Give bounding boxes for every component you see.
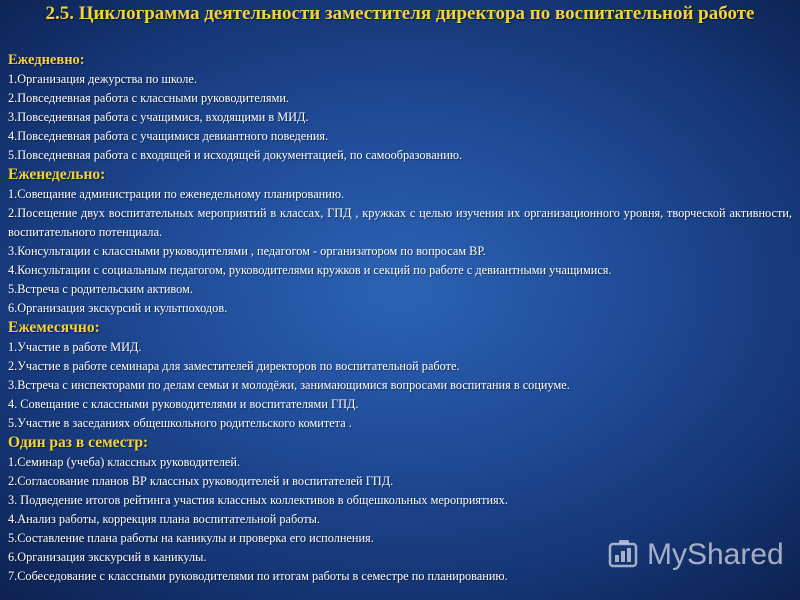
list-item: 3. Подведение итогов рейтинга участия классных коллективов в общешкольных мероприятиях.	[8, 493, 508, 507]
list-item: 2.Повседневная работа с классными руководителями.	[8, 91, 290, 105]
section-heading: Ежедневно:	[8, 52, 85, 68]
list-item: 1.Участие в работе МИД.	[8, 340, 142, 354]
watermark-text: MyShared	[647, 538, 784, 571]
list-item: 4.Анализ работы, коррекция плана воспитательной работы.	[8, 512, 320, 526]
list-item: 5.Встреча с родительским активом.	[8, 282, 193, 296]
list-item: 3.Консультации с классными руководителями , педагогом - организатором по вопросам ВР.	[8, 244, 486, 258]
list-item: 6.Организация экскурсий в каникулы.	[8, 550, 207, 564]
section-monthly	[8, 318, 792, 433]
list-item: 1.Совещание администрации по еженедельному планированию.	[8, 187, 345, 201]
list-item: 3.Повседневная работа с учащимися, входящими в МИД.	[8, 110, 309, 124]
section-weekly	[8, 165, 792, 318]
list-item: 5.Составление плана работы на каникулы и проверка его исполнения.	[8, 531, 374, 545]
list-item: 1.Семинар (учеба) классных руководителей.	[8, 455, 241, 469]
list-item: 2.Согласование планов ВР классных руководителей и воспитателей ГПД.	[8, 474, 394, 488]
list-item: 4.Повседневная работа с учащимися девиантного поведения.	[8, 129, 329, 143]
list-item: 5.Участие в заседаниях общешкольного родительского комитета .	[8, 416, 352, 430]
list-item: 6.Организация экскурсий и культпоходов.	[8, 301, 228, 315]
slide-content	[8, 51, 792, 586]
list-item: 5.Повседневная работа с входящей и исходящей документацией, по самообразованию.	[8, 148, 463, 162]
section-heading: Ежемесячно:	[8, 319, 100, 336]
section-heading: Еженедельно:	[8, 166, 106, 183]
watermark	[607, 534, 787, 576]
list-item: 2.Участие в работе семинара для заместителей директоров по воспитательной работе.	[8, 359, 460, 373]
section-heading: Один раз в семестр:	[8, 434, 149, 451]
list-item: 2.Посещение двух воспитательных мероприятий в классах, ГПД , кружках с целью изучения их организационного уровня, творческой активности, воспитательного потенциала.	[8, 206, 792, 239]
section-daily	[8, 51, 792, 165]
slide-title: 2.5. Циклограмма деятельности заместителя директора по воспитательной работе	[45, 3, 755, 24]
list-item: 1.Организация дежурства по школе.	[8, 72, 197, 86]
list-item: 3.Встреча с инспекторами по делам семьи и молодёжи, занимающимися вопросами воспитания в социуме.	[8, 378, 570, 392]
list-item: 4.Консультации с социальным педагогом, руководителями кружков и секций по работе с девиантными учащимися.	[8, 263, 612, 277]
myshared-logo-icon	[607, 538, 641, 572]
list-item: 4. Совещание с классными руководителями и воспитателями ГПД.	[8, 397, 359, 411]
list-item: 7.Собеседование с классными руководителями по итогам работы в семестре по планированию.	[8, 569, 508, 583]
